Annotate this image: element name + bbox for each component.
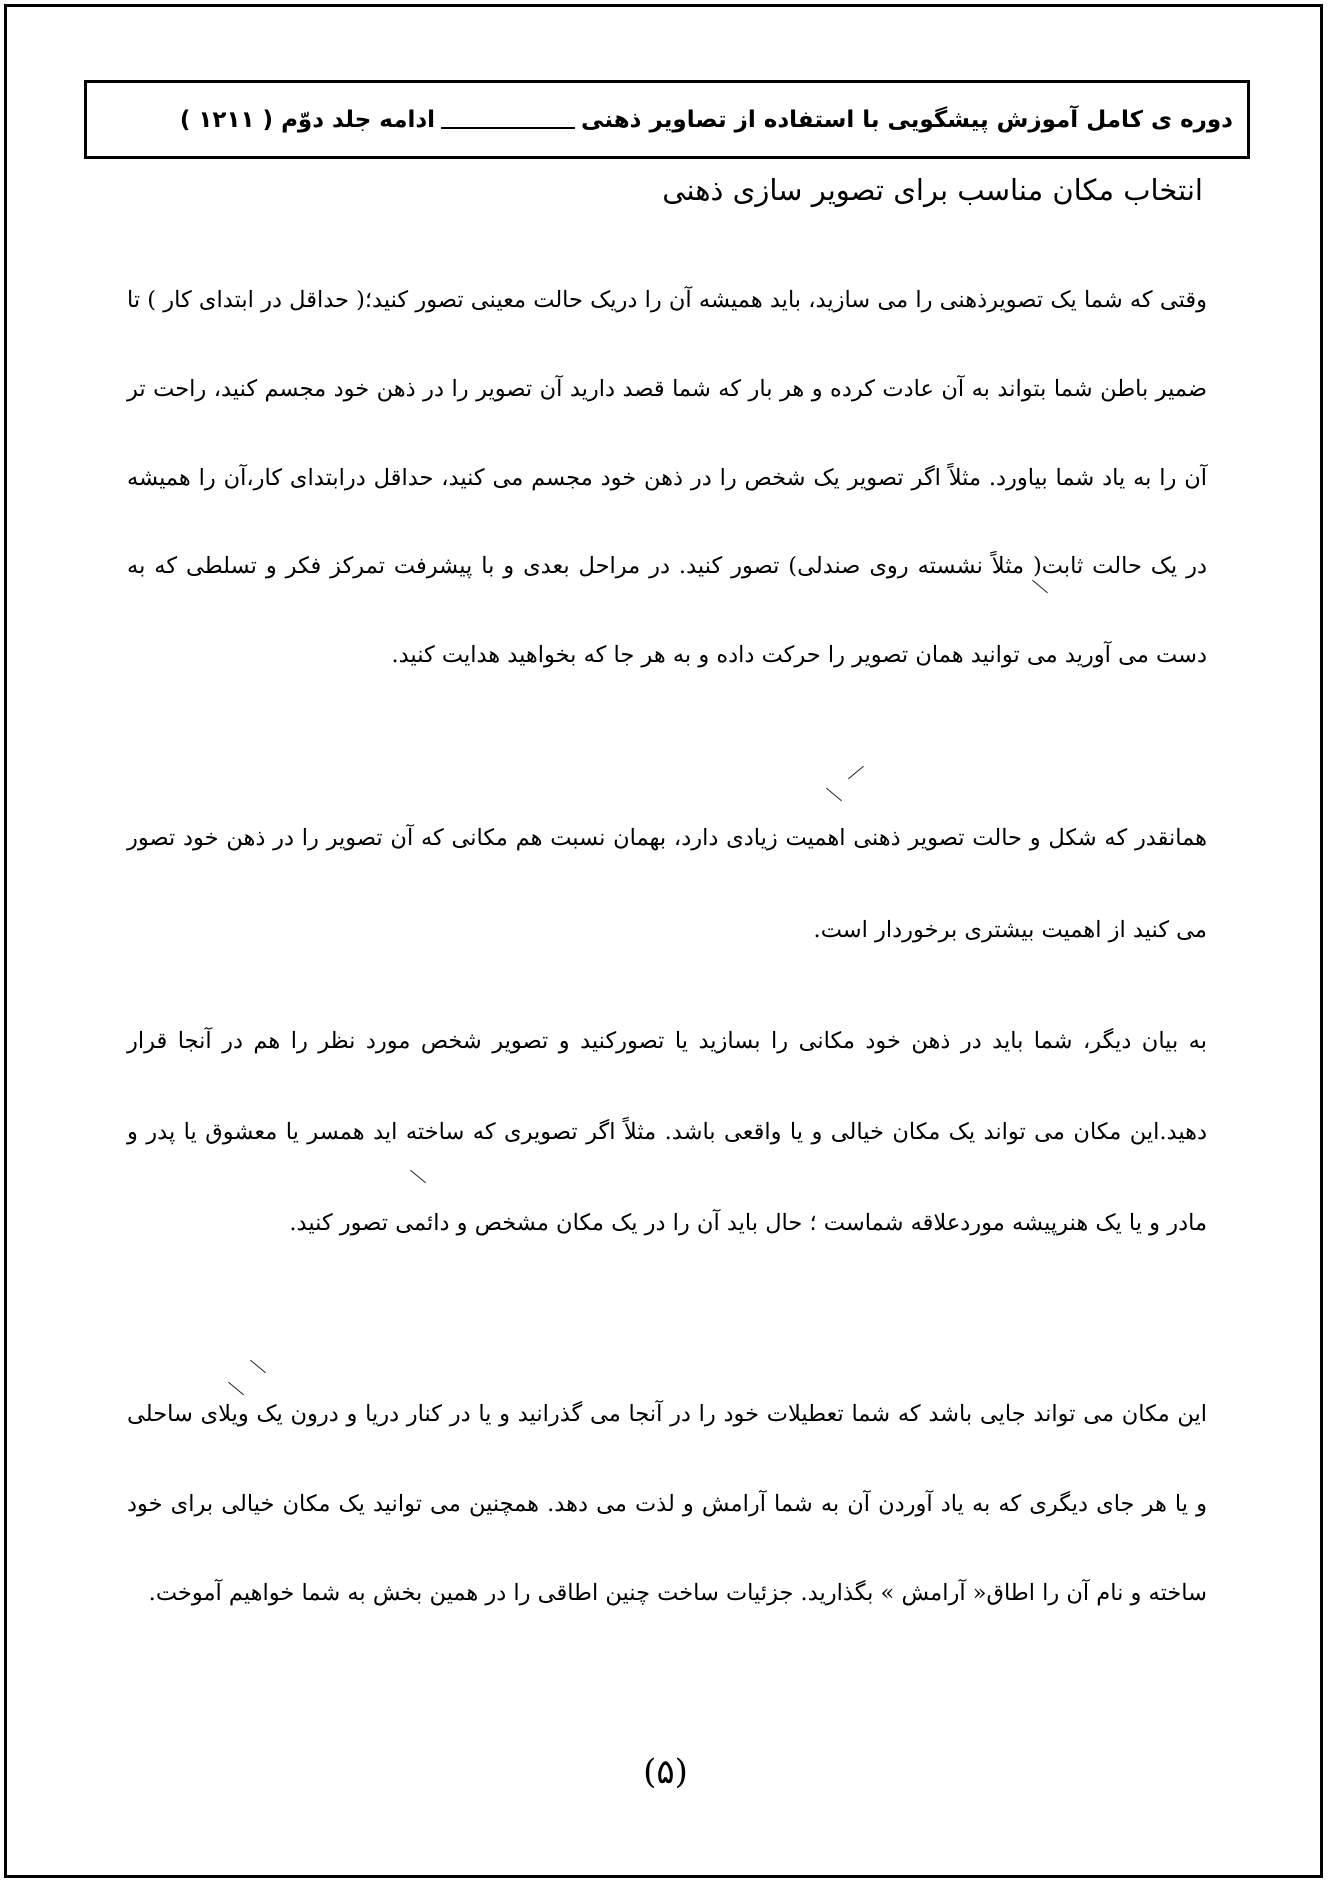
page-header xyxy=(84,80,1250,159)
volume-number: ( ۱۲۱۱ ) xyxy=(179,106,274,133)
paragraph-text: همانقدر که شکل و حالت تصویر ذهنی اهمیت زیادی دارد، بهمان نسبت هم مکانی که آن تصویر را در ذهن خود تصور می کنید از اهمیت بیشتری برخوردار است. xyxy=(127,825,1207,943)
course-title: دوره ی کامل آموزش پیشگویی با استفاده از تصاویر ذهنی xyxy=(581,106,1233,133)
paragraph-text: وقتی که شما یک تصویرذهنی را می سازید، باید همیشه آن را دریک حالت معینی تصور کنید؛( حداقل در ابتدای کار ) تا ضمیر باطن شما بتواند به آن عادت کرده و هر بار که شما قصد دارید آن تصویر را در ذهن خود مجسم کنید، راحت تر آن را به یاد شما بیاورد. مثلاً اگر تصویر یک شخص را در ذهن خود مجسم می کنید، حداقل درابتدای کار،آن را همیشه در یک حالت ثابت( مثلاً نشسته روی صندلی) تصور کنید. در مراحل بعدی و با پیشرفت تمرکز فکر و تسلطی که به دست می آورید می توانید همان تصویر را حرکت داده و به هر جا که بخواهید هدایت کنید. xyxy=(127,287,1207,669)
header-divider-line xyxy=(441,127,575,129)
paragraph-1 xyxy=(127,256,1207,700)
paragraph-text: این مکان می تواند جایی باشد که شما تعطیلات خود را در آنجا می گذرانید و یا در کنار دریا و درون یک ویلای ساحلی و یا هر جای دیگری که به یاد آوردن آن به شما آرامش و لذت می دهد. همچنین می توانید یک مکان خیالی برای خود ساخته و نام آن را اطاق« آرامش » بگذارید. جزئیات ساخت چنین اطاقی را در همین بخش به شما خواهیم آموخت. xyxy=(127,1401,1207,1606)
paragraph-2 xyxy=(127,792,1207,976)
section-title: انتخاب مکان مناسب برای تصویر سازی ذهنی xyxy=(662,173,1203,207)
paragraph-3 xyxy=(127,996,1207,1269)
paragraph-text: به بیان دیگر، شما باید در ذهن خود مکانی را بسازید یا تصورکنید و تصویر شخص مورد نظر را هم در آنجا قرار دهید.این مکان می تواند یک مکان خیالی و یا واقعی باشد. مثلاً اگر تصویری که ساخته اید همسر یا معشوق یا پدر و مادر و یا یک هنرپیشه موردعلاقه شماست ؛ حال باید آن را در یک مکان مشخص و دائمی تصور کنید. xyxy=(127,1028,1207,1236)
page-number: (۵) xyxy=(643,1752,688,1792)
volume-label: ادامه جلد دوّم xyxy=(281,106,436,133)
paragraph-4 xyxy=(127,1370,1207,1639)
